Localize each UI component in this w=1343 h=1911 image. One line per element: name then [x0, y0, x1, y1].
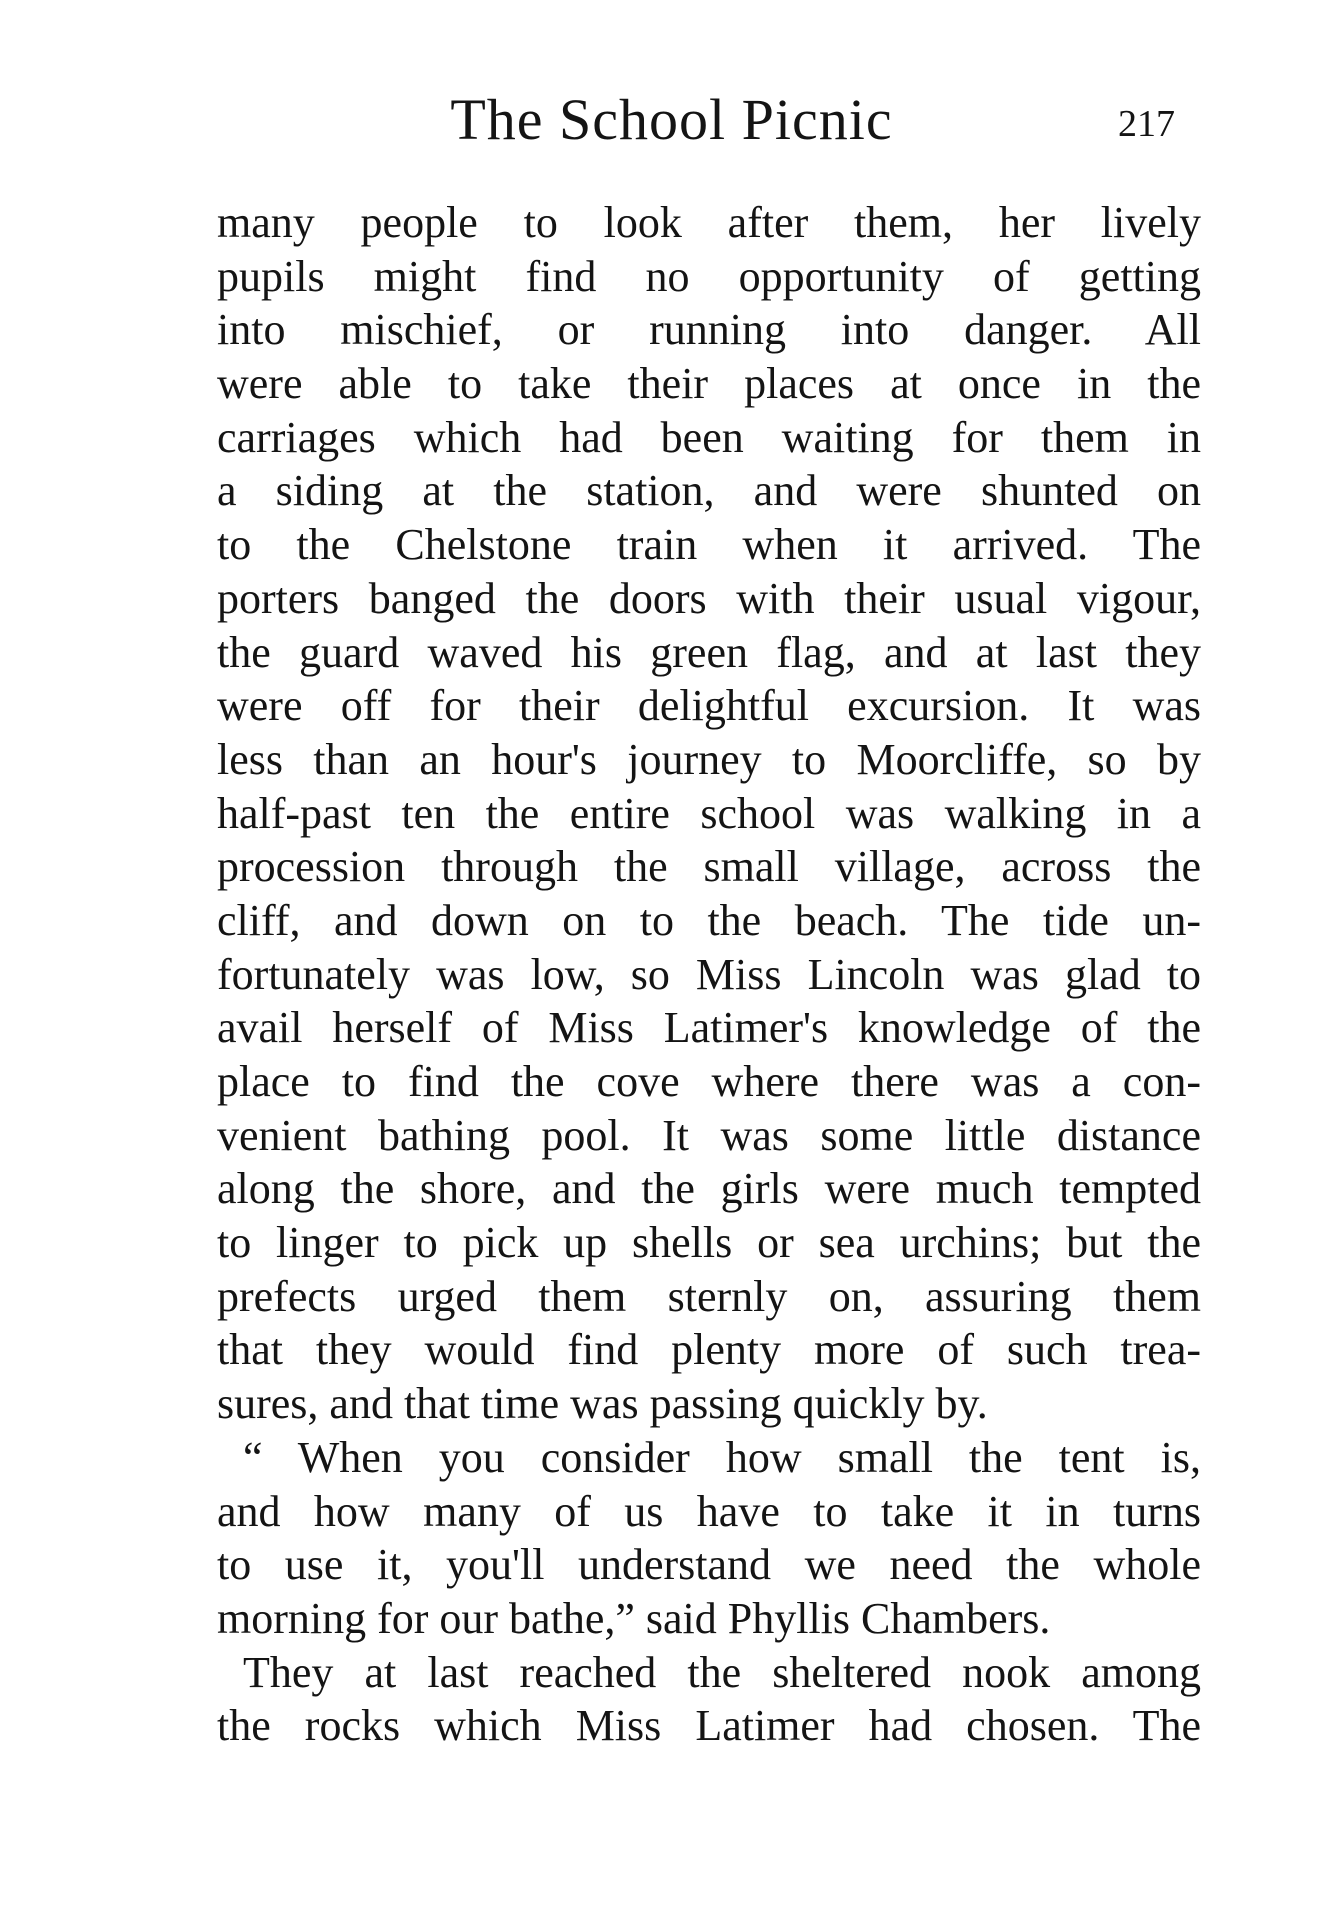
text-line: venient bathing pool. It was some little distance	[217, 1110, 1201, 1160]
text-line: many people to look after them, her lively	[217, 198, 1201, 247]
text-line: prefects urged them sternly on, assuring them	[217, 1271, 1201, 1321]
text-line: morning for our bathe,” said Phyllis Chambers.	[217, 1593, 1051, 1643]
text-line: carriages which had been waiting for them in	[217, 412, 1201, 462]
text-line: pupils might find no opportunity of getting	[217, 251, 1201, 301]
text-line: that they would find plenty more of such trea-	[217, 1325, 1201, 1375]
running-head	[0, 80, 1343, 160]
text-line: half-past ten the entire school was walking in a	[217, 788, 1201, 838]
text-line: sures, and that time was passing quickly by.	[217, 1379, 988, 1429]
text-line: “ When you consider how small the tent is,	[243, 1432, 1201, 1482]
text-line: into mischief, or running into danger. All	[217, 305, 1201, 355]
text-line: the rocks which Miss Latimer had chosen. The	[217, 1701, 1201, 1751]
text-line: porters banged the doors with their usual vigour,	[217, 573, 1201, 623]
text-line: to use it, you'll understand we need the whole	[217, 1540, 1201, 1590]
text-line: to the Chelstone train when it arrived. The	[217, 520, 1201, 570]
text-line: a siding at the station, and were shunted on	[217, 466, 1201, 516]
text-line: They at last reached the sheltered nook among	[243, 1647, 1201, 1697]
text-line: fortunately was low, so Miss Lincoln was glad to	[217, 949, 1201, 999]
text-line: avail herself of Miss Latimer's knowledge of the	[217, 1003, 1201, 1053]
body-text	[217, 196, 1201, 1753]
text-line: to linger to pick up shells or sea urchins; but the	[217, 1218, 1201, 1268]
page-number: 217	[1118, 103, 1175, 145]
text-line: less than an hour's journey to Moorcliffe, so by	[217, 734, 1201, 784]
text-line: were able to take their places at once in the	[217, 359, 1201, 409]
text-line: procession through the small village, across the	[217, 842, 1201, 892]
text-line: and how many of us have to take it in turns	[217, 1486, 1201, 1536]
text-line: along the shore, and the girls were much tempted	[217, 1164, 1201, 1214]
text-line: the guard waved his green flag, and at last they	[217, 627, 1201, 677]
running-title: The School Picnic	[450, 87, 893, 152]
text-line: place to find the cove where there was a con-	[217, 1057, 1201, 1106]
text-line: cliff, and down on to the beach. The tide un-	[217, 895, 1201, 945]
text-line: were off for their delightful excursion. It was	[217, 681, 1201, 731]
